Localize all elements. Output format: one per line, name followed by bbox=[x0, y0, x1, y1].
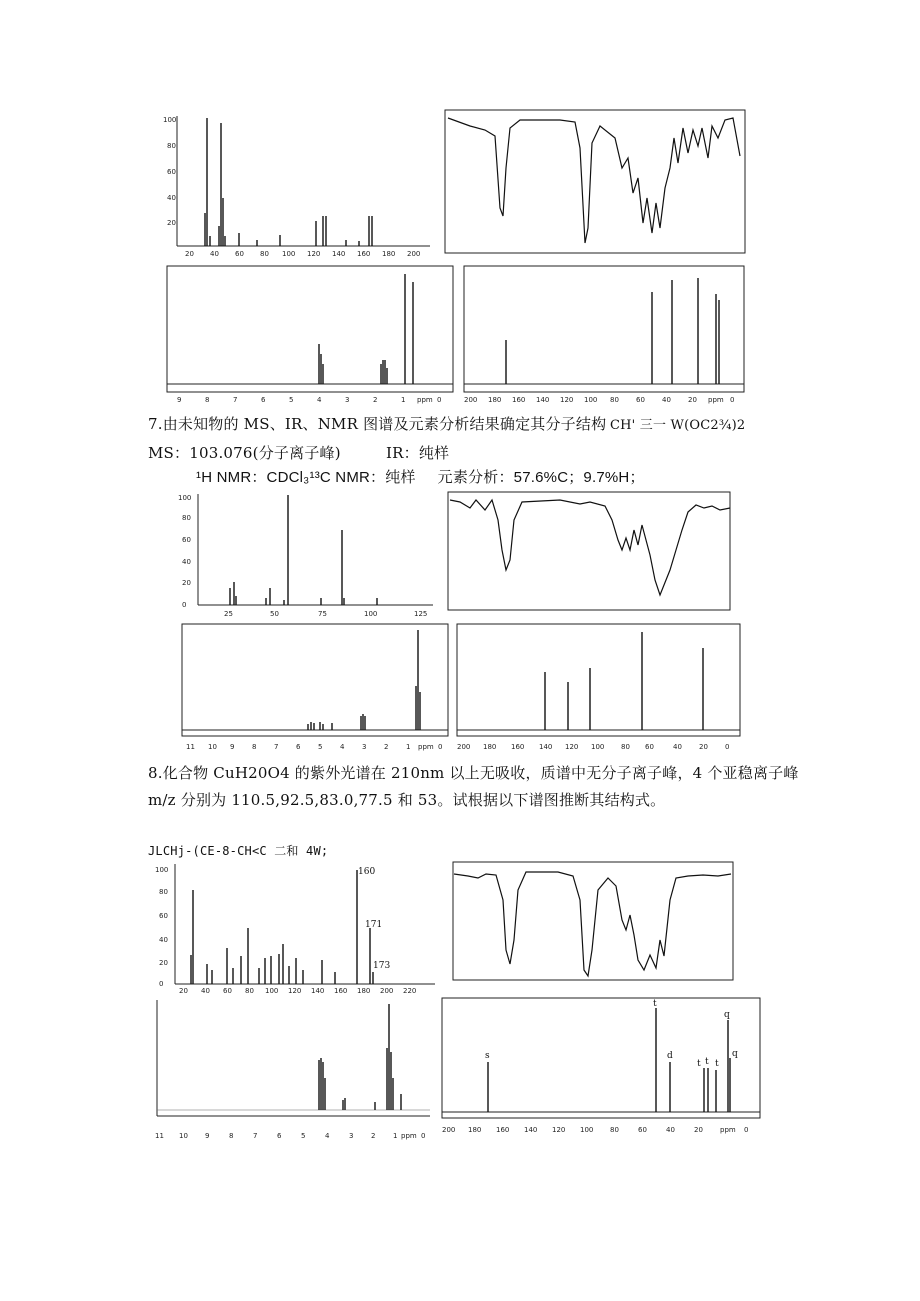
ms-spectrum-1 bbox=[155, 108, 435, 263]
svg-text:160: 160 bbox=[357, 250, 371, 258]
ms1-x-ticks bbox=[185, 250, 420, 258]
svg-text:20: 20 bbox=[179, 987, 188, 995]
svg-text:140: 140 bbox=[524, 1126, 538, 1134]
svg-text:80: 80 bbox=[245, 987, 254, 995]
svg-text:140: 140 bbox=[311, 987, 325, 995]
ms2-peaks bbox=[230, 495, 377, 605]
svg-text:200: 200 bbox=[457, 743, 471, 751]
c2-x-ticks bbox=[457, 743, 729, 751]
svg-text:10: 10 bbox=[208, 743, 217, 751]
svg-text:6: 6 bbox=[277, 1132, 282, 1140]
svg-text:6: 6 bbox=[296, 743, 301, 751]
ms2-x-ticks bbox=[224, 610, 427, 618]
svg-text:5: 5 bbox=[318, 743, 323, 751]
svg-text:9: 9 bbox=[205, 1132, 210, 1140]
problem8-formula: JLCHj-(CE-8-CH<C 二和 4W; bbox=[148, 844, 329, 858]
svg-text:100: 100 bbox=[163, 116, 177, 124]
svg-text:ppm: ppm bbox=[720, 1126, 736, 1134]
svg-text:200: 200 bbox=[442, 1126, 456, 1134]
ms3-x-ticks bbox=[179, 987, 416, 995]
c3-x-ticks bbox=[442, 1126, 748, 1134]
svg-text:220: 220 bbox=[403, 987, 417, 995]
c3-peaks bbox=[488, 1008, 730, 1112]
svg-text:5: 5 bbox=[301, 1132, 306, 1140]
h-nmr-spectrum-1 bbox=[165, 264, 455, 409]
svg-text:q: q bbox=[732, 1049, 738, 1059]
svg-text:50: 50 bbox=[270, 610, 279, 618]
svg-text:ppm: ppm bbox=[418, 743, 434, 751]
svg-text:11: 11 bbox=[155, 1132, 164, 1140]
svg-text:7: 7 bbox=[253, 1132, 258, 1140]
svg-text:180: 180 bbox=[488, 396, 502, 404]
h-nmr-spectrum-3 bbox=[155, 998, 435, 1143]
svg-text:40: 40 bbox=[210, 250, 219, 258]
c-nmr-spectrum-1 bbox=[462, 264, 747, 409]
svg-text:t: t bbox=[653, 999, 657, 1009]
svg-text:180: 180 bbox=[483, 743, 497, 751]
svg-text:0: 0 bbox=[421, 1132, 426, 1140]
svg-text:11: 11 bbox=[186, 743, 195, 751]
svg-text:1: 1 bbox=[406, 743, 411, 751]
svg-text:75: 75 bbox=[318, 610, 327, 618]
svg-text:20: 20 bbox=[688, 396, 697, 404]
problem7-nmr: ¹H NMR：CDCl₃¹³C NMR：纯样 元素分析：57.6%C；9.7%H； bbox=[196, 469, 645, 486]
svg-text:80: 80 bbox=[167, 142, 176, 150]
svg-text:60: 60 bbox=[182, 536, 191, 544]
h-nmr-spectrum-2 bbox=[180, 622, 450, 757]
svg-text:7: 7 bbox=[233, 396, 238, 404]
svg-text:0: 0 bbox=[437, 396, 442, 404]
ms3-peak-labels bbox=[358, 867, 390, 971]
svg-text:160: 160 bbox=[358, 867, 376, 877]
ir-spectrum-3 bbox=[448, 860, 738, 990]
c1-peaks bbox=[506, 278, 719, 384]
svg-text:200: 200 bbox=[464, 396, 478, 404]
svg-text:140: 140 bbox=[536, 396, 550, 404]
svg-text:100: 100 bbox=[584, 396, 598, 404]
svg-text:80: 80 bbox=[621, 743, 630, 751]
svg-text:120: 120 bbox=[307, 250, 321, 258]
svg-text:40: 40 bbox=[673, 743, 682, 751]
svg-text:140: 140 bbox=[332, 250, 346, 258]
svg-text:80: 80 bbox=[182, 514, 191, 522]
ir-spectrum-2 bbox=[440, 490, 735, 618]
svg-text:160: 160 bbox=[334, 987, 348, 995]
svg-text:20: 20 bbox=[167, 219, 176, 227]
svg-text:9: 9 bbox=[230, 743, 235, 751]
svg-text:25: 25 bbox=[224, 610, 233, 618]
problem7-ir: IR：纯样 bbox=[386, 444, 450, 462]
svg-text:3: 3 bbox=[345, 396, 350, 404]
svg-text:7: 7 bbox=[274, 743, 279, 751]
h2-peaks bbox=[308, 630, 420, 730]
svg-text:160: 160 bbox=[512, 396, 526, 404]
problem7-title-noise: CH' 三一 W(OC2¾)2 bbox=[610, 418, 746, 433]
svg-text:173: 173 bbox=[373, 961, 391, 971]
h1-x-ticks bbox=[177, 396, 441, 404]
svg-text:160: 160 bbox=[496, 1126, 510, 1134]
svg-text:40: 40 bbox=[159, 936, 168, 944]
svg-text:2: 2 bbox=[384, 743, 389, 751]
svg-text:4: 4 bbox=[340, 743, 345, 751]
c3-peak-labels bbox=[485, 999, 738, 1069]
svg-text:160: 160 bbox=[511, 743, 525, 751]
svg-text:20: 20 bbox=[185, 250, 194, 258]
svg-text:120: 120 bbox=[288, 987, 302, 995]
svg-text:100: 100 bbox=[265, 987, 279, 995]
svg-text:s: s bbox=[485, 1051, 490, 1061]
problem7-title: 7.由未知物的 MS、IR、NMR 图谱及元素分析结果确定其分子结构 CH' 三一 W(OC2¾)2 bbox=[148, 415, 746, 433]
svg-text:180: 180 bbox=[468, 1126, 482, 1134]
svg-text:20: 20 bbox=[182, 579, 191, 587]
svg-text:80: 80 bbox=[610, 396, 619, 404]
svg-text:100: 100 bbox=[364, 610, 378, 618]
svg-text:100: 100 bbox=[591, 743, 605, 751]
svg-text:60: 60 bbox=[167, 168, 176, 176]
svg-text:80: 80 bbox=[610, 1126, 619, 1134]
svg-text:100: 100 bbox=[155, 866, 169, 874]
svg-text:40: 40 bbox=[662, 396, 671, 404]
h3-peaks bbox=[319, 1004, 401, 1110]
ms3-y-ticks bbox=[155, 866, 168, 988]
svg-text:t: t bbox=[705, 1057, 709, 1067]
svg-text:3: 3 bbox=[362, 743, 367, 751]
ms3-peaks bbox=[191, 870, 373, 984]
svg-text:180: 180 bbox=[357, 987, 371, 995]
svg-text:t: t bbox=[715, 1059, 719, 1069]
svg-text:8: 8 bbox=[229, 1132, 234, 1140]
svg-text:100: 100 bbox=[580, 1126, 594, 1134]
c2-peaks bbox=[545, 632, 703, 730]
ms2-y-ticks bbox=[178, 494, 191, 609]
svg-text:5: 5 bbox=[289, 396, 294, 404]
ms1-y-ticks bbox=[163, 116, 176, 227]
svg-text:1: 1 bbox=[393, 1132, 398, 1140]
ir-spectrum-1 bbox=[440, 108, 750, 263]
svg-text:8: 8 bbox=[205, 396, 210, 404]
svg-text:171: 171 bbox=[365, 920, 383, 930]
c1-x-ticks bbox=[464, 396, 734, 404]
svg-text:8: 8 bbox=[252, 743, 257, 751]
svg-text:2: 2 bbox=[371, 1132, 376, 1140]
svg-text:120: 120 bbox=[565, 743, 579, 751]
svg-text:3: 3 bbox=[349, 1132, 354, 1140]
problem7-ms: MS：103.076(分子离子峰) bbox=[148, 444, 341, 462]
svg-text:180: 180 bbox=[382, 250, 396, 258]
svg-text:9: 9 bbox=[177, 396, 182, 404]
svg-text:q: q bbox=[724, 1010, 730, 1020]
svg-text:1: 1 bbox=[401, 396, 406, 404]
svg-text:120: 120 bbox=[560, 396, 574, 404]
svg-text:0: 0 bbox=[182, 601, 187, 609]
svg-text:t: t bbox=[697, 1059, 701, 1069]
svg-text:40: 40 bbox=[167, 194, 176, 202]
svg-text:6: 6 bbox=[261, 396, 266, 404]
svg-text:20: 20 bbox=[694, 1126, 703, 1134]
c-nmr-spectrum-2 bbox=[455, 622, 745, 757]
svg-text:125: 125 bbox=[414, 610, 428, 618]
svg-text:100: 100 bbox=[282, 250, 296, 258]
h1-peaks bbox=[319, 274, 413, 384]
svg-text:d: d bbox=[667, 1051, 673, 1061]
svg-text:200: 200 bbox=[380, 987, 394, 995]
svg-text:4: 4 bbox=[325, 1132, 330, 1140]
svg-text:200: 200 bbox=[407, 250, 421, 258]
svg-text:100: 100 bbox=[178, 494, 192, 502]
svg-text:20: 20 bbox=[699, 743, 708, 751]
c-nmr-spectrum-3 bbox=[440, 996, 765, 1141]
h2-x-ticks bbox=[186, 743, 442, 751]
svg-text:60: 60 bbox=[645, 743, 654, 751]
svg-text:60: 60 bbox=[159, 912, 168, 920]
svg-text:140: 140 bbox=[539, 743, 553, 751]
svg-text:4: 4 bbox=[317, 396, 322, 404]
ms-spectrum-2 bbox=[178, 490, 438, 620]
svg-text:20: 20 bbox=[159, 959, 168, 967]
svg-text:60: 60 bbox=[235, 250, 244, 258]
svg-text:ppm: ppm bbox=[401, 1132, 417, 1140]
ms-spectrum-3 bbox=[155, 860, 440, 995]
svg-text:120: 120 bbox=[552, 1126, 566, 1134]
problem8-line1: 8.化合物 CuH20O4 的紫外光谱在 210nm 以上无吸收，质谱中无分子离子峰，4 个亚稳离子峰 bbox=[148, 764, 799, 782]
svg-text:0: 0 bbox=[159, 980, 164, 988]
svg-text:ppm: ppm bbox=[708, 396, 724, 404]
svg-text:0: 0 bbox=[725, 743, 730, 751]
svg-text:60: 60 bbox=[223, 987, 232, 995]
h3-x-ticks bbox=[155, 1132, 425, 1140]
problem8-line2: m/z 分别为 110.5,92.5,83.0,77.5 和 53。试根据以下谱图推断其结构式。 bbox=[148, 791, 666, 809]
svg-text:80: 80 bbox=[159, 888, 168, 896]
svg-text:10: 10 bbox=[179, 1132, 188, 1140]
svg-text:0: 0 bbox=[730, 396, 735, 404]
svg-text:40: 40 bbox=[201, 987, 210, 995]
svg-text:40: 40 bbox=[182, 558, 191, 566]
svg-text:ppm: ppm bbox=[417, 396, 433, 404]
svg-text:80: 80 bbox=[260, 250, 269, 258]
svg-text:40: 40 bbox=[666, 1126, 675, 1134]
svg-text:2: 2 bbox=[373, 396, 378, 404]
svg-text:0: 0 bbox=[438, 743, 443, 751]
svg-text:60: 60 bbox=[638, 1126, 647, 1134]
svg-text:60: 60 bbox=[636, 396, 645, 404]
svg-text:0: 0 bbox=[744, 1126, 749, 1134]
ms1-peaks bbox=[205, 118, 372, 246]
